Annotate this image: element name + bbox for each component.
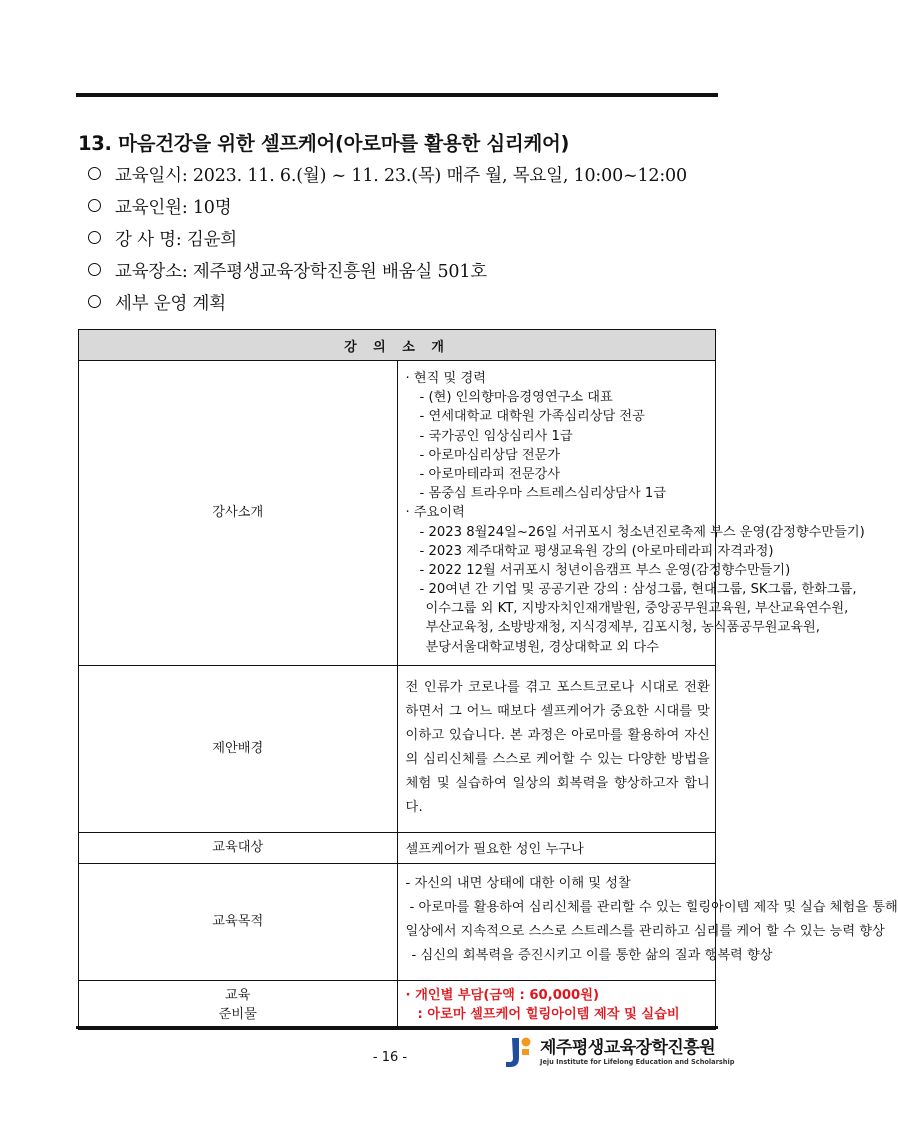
bullet-text: 세부 운영 계획	[115, 294, 226, 314]
instructor-line: · 주요이력	[405, 505, 465, 521]
instructor-line: - 2023 8월24일~26일 서귀포시 청소년진로축제 부스 운영(감정향수만들기)	[419, 524, 865, 540]
instructor-line: 부산교육청, 소방방재청, 지식경제부, 김포시청, 농식품공무원교육원,	[425, 620, 820, 636]
org-name: 제주평생교육장학진흥원	[540, 1037, 716, 1058]
table-row-target	[79, 832, 716, 863]
page-number: - 16 -	[372, 1050, 408, 1065]
circle-bullet-icon	[88, 231, 101, 244]
table-row-materials	[79, 980, 716, 1029]
instructor-line: - 아로마테라피 전문강사	[419, 466, 561, 482]
background-label: 제안배경	[79, 665, 398, 832]
info-bullet-list	[88, 160, 728, 320]
circle-bullet-icon	[88, 199, 101, 212]
bottom-divider	[76, 1026, 718, 1029]
table-header-row	[79, 330, 716, 361]
goal-label: 교육목적	[79, 863, 398, 980]
goal-line: - 심신의 회복력을 증진시키고 이를 통한 삶의 질과 행복력 향상	[411, 947, 773, 963]
table-row-instructor	[79, 361, 716, 666]
goal-content	[397, 863, 898, 980]
materials-cost: · 개인별 부담(금액 : 60,000원)	[405, 987, 600, 1003]
section-title: 13. 마음건강을 위한 셀프케어(아로마를 활용한 심리케어)	[78, 132, 570, 155]
instructor-content	[397, 361, 865, 666]
instructor-label: 강사소개	[79, 361, 398, 666]
table-header: 강 의 소 개	[79, 330, 716, 361]
instructor-line: - 아로마심리상담 전문가	[419, 447, 561, 463]
materials-content	[397, 980, 716, 1029]
target-label: 교육대상	[79, 832, 398, 863]
lecture-intro-table	[78, 329, 898, 1030]
top-divider	[76, 93, 718, 97]
instructor-line: - 2022 12월 서귀포시 청년이음캠프 부스 운영(감정향수만들기)	[419, 562, 791, 578]
bullet-text: 교육일시: 2023. 11. 6.(월) ~ 11. 23.(목) 매주 월, 목요일, 10:00~12:00	[115, 166, 687, 186]
org-text	[540, 1038, 734, 1067]
instructor-line: · 현직 및 경력	[405, 371, 486, 386]
table-row-background	[79, 665, 716, 832]
bullet-plan	[88, 288, 728, 320]
bullet-instructor	[88, 224, 728, 256]
org-emblem-icon	[502, 1034, 534, 1070]
instructor-line: - (현) 인의향마음경영연구소 대표	[419, 390, 613, 406]
materials-label	[79, 980, 398, 1029]
instructor-line: - 20여년 간 기업 및 공공기관 강의 : 삼성그룹, 현대그룹, SK그룹, 한화그룹,	[419, 582, 857, 598]
circle-bullet-icon	[88, 167, 101, 180]
instructor-line: - 몸중심 트라우마 스트레스심리상담사 1급	[419, 486, 666, 502]
materials-label-line: 교육	[225, 988, 251, 1003]
bullet-text: 교육장소: 제주평생교육장학진흥원 배움실 501호	[115, 262, 487, 282]
org-name-en: Jeju Institute for Lifelong Education and Scholarship	[540, 1057, 735, 1066]
background-text: 전 인류가 코로나를 겪고 포스트코로나 시대로 전환하면서 그 어느 때보다 셀프케어가 중요한 시대를 맞이하고 있습니다. 본 과정은 아로마를 활용하여 자신의 심리신체를 스스로 케어할 수 있는 다양한 방법을 체험 및 실습하여 일상의 회복력을 향상하고자 합니다.	[405, 679, 710, 815]
table-row-goal	[79, 863, 716, 980]
instructor-line: 이수그룹 외 KT, 지방자치인재개발원, 중앙공무원교육원, 부산교육연수원,	[425, 601, 849, 617]
goal-line: 일상에서 지속적으로 스스로 스트레스를 관리하고 심리를 케어 할 수 있는 능력 향상	[405, 923, 885, 939]
bullet-text: 강 사 명: 김윤희	[115, 230, 238, 250]
circle-bullet-icon	[88, 263, 101, 276]
instructor-line: - 2023 제주대학교 평생교육원 강의 (아로마테라피 자격과정)	[419, 543, 774, 559]
instructor-line: - 연세대학교 대학원 가족심리상담 전공	[419, 409, 645, 425]
org-logo	[502, 1034, 734, 1070]
bullet-text: 교육인원: 10명	[115, 198, 232, 218]
circle-bullet-icon	[88, 295, 101, 308]
bullet-capacity	[88, 192, 728, 224]
goal-line: - 자신의 내면 상태에 대한 이해 및 성찰	[405, 875, 631, 891]
materials-detail: : 아로마 셀프케어 힐링아이템 제작 및 실습비	[417, 1007, 680, 1022]
bullet-location	[88, 256, 728, 288]
target-content: 셀프케어가 필요한 성인 누구나	[397, 832, 716, 863]
goal-line: - 아로마를 활용하여 심리신체를 관리할 수 있는 힐링아이템 제작 및 실습 체험을 통해	[409, 899, 898, 915]
instructor-line: 분당서울대학교병원, 경상대학교 외 다수	[425, 639, 659, 655]
materials-label-line: 준비물	[218, 1007, 257, 1022]
background-content	[397, 665, 716, 832]
instructor-line: - 국가공인 임상심리사 1급	[419, 428, 573, 444]
bullet-schedule	[88, 160, 728, 192]
